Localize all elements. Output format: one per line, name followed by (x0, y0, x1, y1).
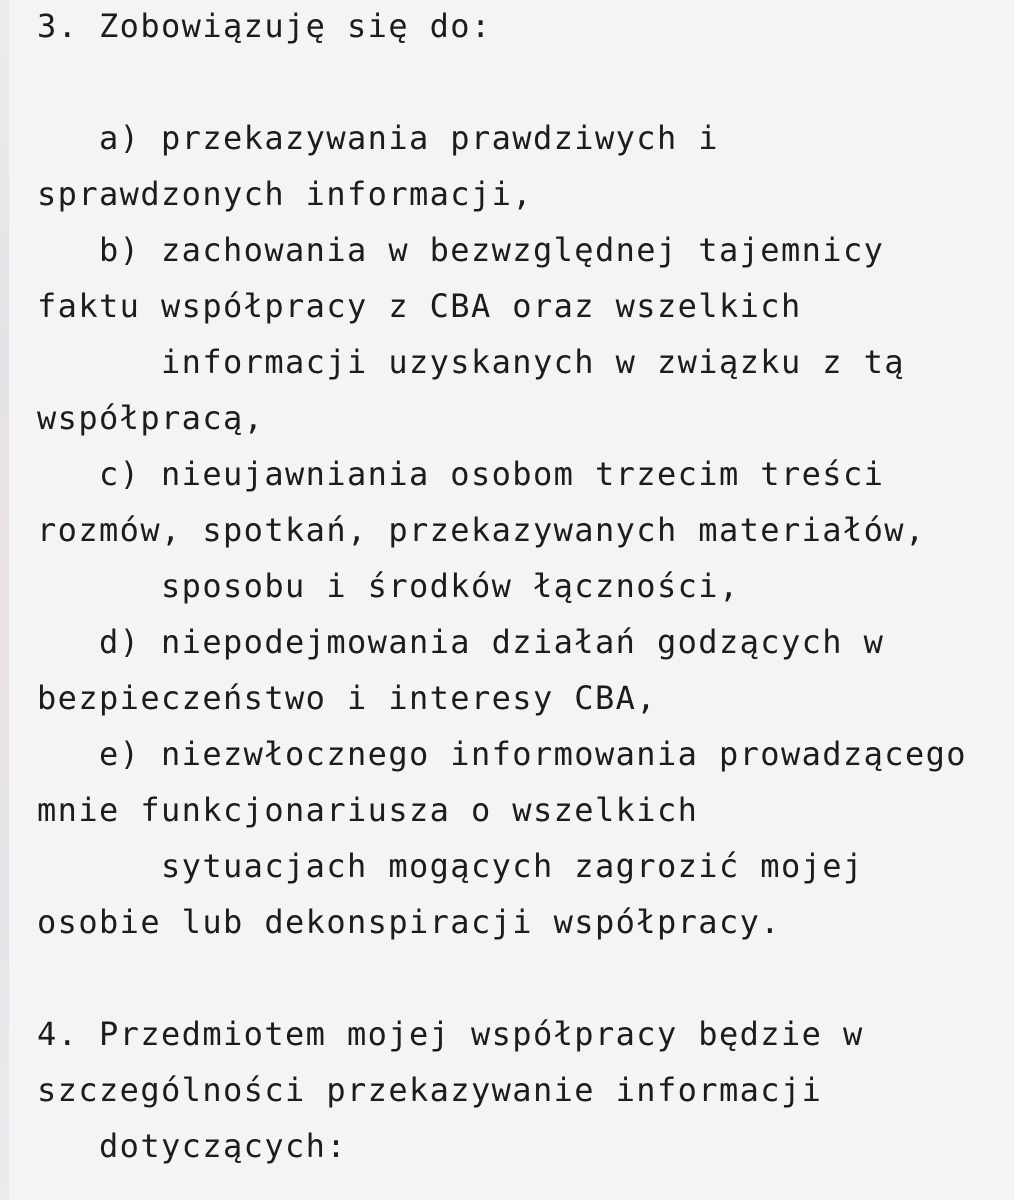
item-e-line-1: e) niezwłocznego informowania prowadzącego (37, 735, 967, 773)
section-4-line-2: szczególności przekazywanie informacji (37, 1071, 823, 1109)
item-a-line-2: sprawdzonych informacji, (37, 175, 533, 213)
item-e-line-4: osobie lub dekonspiracji współpracy. (37, 903, 781, 941)
section-4-line-1: 4. Przedmiotem mojej współpracy będzie w (37, 1015, 864, 1053)
item-d-line-2: bezpieczeństwo i interesy CBA, (37, 679, 657, 717)
item-e-line-3: sytuacjach mogących zagrozić mojej (37, 847, 864, 885)
item-c-line-1: c) nieujawniania osobom trzecim treści (37, 455, 885, 493)
item-b-line-4: współpracą, (37, 399, 265, 437)
item-d-line-1: d) niepodejmowania działań godzących w (37, 623, 885, 661)
section-3-heading: 3. Zobowiązuję się do: (37, 7, 492, 45)
item-b-line-3: informacji uzyskanych w związku z tą (37, 343, 905, 381)
item-c-line-2: rozmów, spotkań, przekazywanych materiałów, (37, 511, 926, 549)
item-b-line-2: faktu współpracy z CBA oraz wszelkich (37, 287, 802, 325)
item-c-line-3: sposobu i środków łączności, (37, 567, 740, 605)
item-a-line-1: a) przekazywania prawdziwych i (37, 119, 719, 157)
item-e-line-2: mnie funkcjonariusza o wszelkich (37, 791, 699, 829)
item-b-line-1: b) zachowania w bezwzględnej tajemnicy (37, 231, 885, 269)
section-4-line-3: dotyczących: (37, 1127, 347, 1165)
